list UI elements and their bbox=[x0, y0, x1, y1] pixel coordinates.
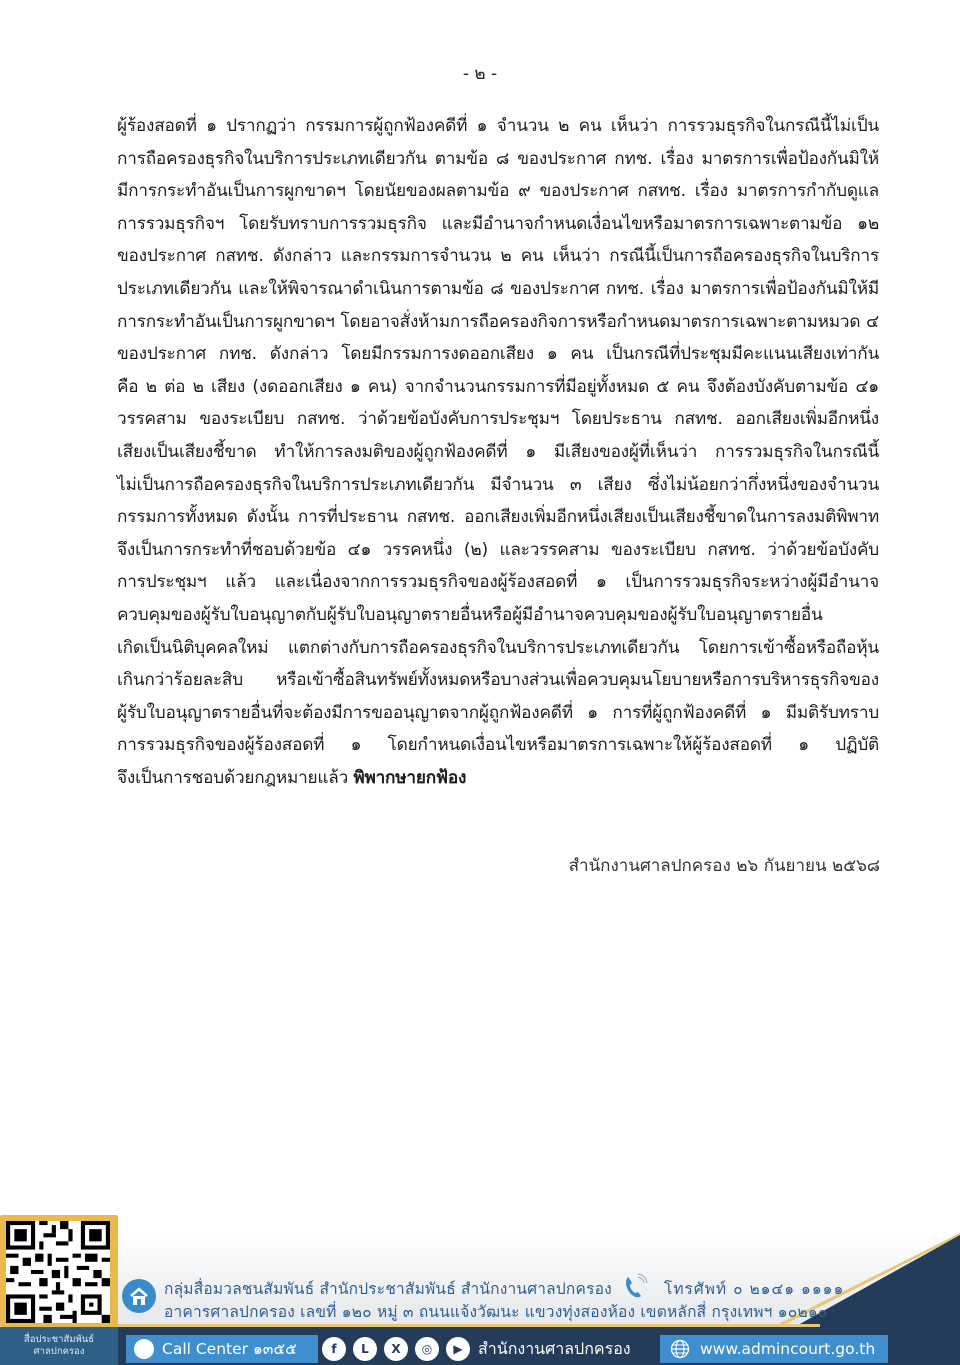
address-line-2: อาคารศาลปกครอง เลขที่ ๑๒๐ หมู่ ๓ ถนนแจ้งวัฒนะ แขวงทุ่งสองห้อง เขตหลักสี่ กรุงเทพฯ ๑๐๒๑๐ bbox=[164, 1303, 828, 1321]
signature-line: สำนักงานศาลปกครอง ๒๖ กันยายน ๒๕๖๘ bbox=[568, 856, 880, 876]
facebook-icon[interactable]: f bbox=[322, 1337, 346, 1361]
body-line: กรรมการทั้งหมด ดังนั้น การที่ประธาน กสทช. ออกเสียงเพิ่มอีกหนึ่งเสียงเป็นเสียงชี้ขาดในการลงมติพิพาท bbox=[117, 507, 879, 528]
home-icon bbox=[122, 1279, 156, 1313]
phone-number: โทรศัพท์ ๐ ๒๑๔๑ ๑๑๑๑ bbox=[664, 1280, 845, 1298]
address-line-1: กลุ่มสื่อมวลชนสัมพันธ์ สำนักประชาสัมพันธ์ สำนักงานศาลปกครอง bbox=[164, 1280, 612, 1298]
body-line: ของประกาศ กสทช. ดังกล่าว และกรรมการจำนวน ๒ คน เห็นว่า กรณีนี้เป็นการถือครองธุรกิจในบริการ bbox=[117, 246, 879, 267]
qr-caption-line2: ศาลปกครอง bbox=[33, 1346, 85, 1357]
qr-code-image bbox=[6, 1221, 110, 1323]
instagram-icon[interactable]: ◎ bbox=[415, 1337, 439, 1361]
x-icon[interactable]: X bbox=[384, 1337, 408, 1361]
qr-pattern-icon bbox=[6, 1221, 110, 1323]
social-links bbox=[322, 1337, 470, 1361]
body-line: มีการกระทำอันเป็นการผูกขาดฯ โดยนัยของผลตามข้อ ๙ ของประกาศ กสทช. เรื่อง มาตรการกำกับดูแล bbox=[117, 181, 879, 202]
youtube-icon[interactable]: ▶ bbox=[446, 1337, 470, 1361]
verdict-text: พิพากษายกฟ้อง bbox=[353, 767, 467, 788]
body-line: จึงเป็นการกระทำที่ชอบด้วยข้อ ๔๑ วรรคหนึ่ง (๒) และวรรคสาม ของระเบียบ กสทช. ว่าด้วยข้อบังคับ bbox=[117, 539, 879, 560]
house-glyph-icon bbox=[122, 1279, 156, 1313]
body-line: การประชุมฯ แล้ว และเนื่องจากการรวมธุรกิจของผู้ร้องสอดที่ ๑ เป็นการรวมธุรกิจระหว่างผู้มีอำนาจ bbox=[117, 572, 879, 593]
website-link[interactable] bbox=[660, 1335, 888, 1363]
body-line: คือ ๒ ต่อ ๒ เสียง (งดออกเสียง ๑ คน) จากจำนวนกรรมการที่มีอยู่ทั้งหมด ๕ คน จึงต้องบังคับตามข้อ ๔๑ bbox=[117, 376, 879, 397]
body-line: เสียงเป็นเสียงชี้ขาด ทำให้การลงมติของผู้ถูกฟ้องคดีที่ ๑ มีเสียงของผู้ที่เห็นว่า การรวมธุรกิจในกรณีนี้ bbox=[117, 441, 879, 462]
body-line: ผู้ร้องสอดที่ ๑ ปรากฏว่า กรรมการผู้ถูกฟ้องคดีที่ ๑ จำนวน ๒ คน เห็นว่า การรวมธุรกิจในกรณีนี้ไม่เป็น bbox=[117, 116, 879, 136]
globe-icon bbox=[670, 1339, 690, 1359]
phone-icon bbox=[620, 1271, 650, 1301]
office-name: สำนักงานศาลปกครอง bbox=[478, 1339, 631, 1358]
body-line: ไม่เป็นการถือครองธุรกิจในบริการประเภทเดียวกัน มีจำนวน ๓ เสียง ซึ่งไม่น้อยกว่ากึ่งหนึ่งของจำนวน bbox=[117, 474, 879, 495]
body-line: การรวมธุรกิจฯ โดยรับทราบการรวมธุรกิจ และมีอำนาจกำหนดเงื่อนไขหรือมาตรการเฉพาะตามข้อ ๑๒ bbox=[117, 213, 879, 234]
qr-caption-line1: สื่อประชาสัมพันธ์ bbox=[23, 1334, 95, 1345]
body-line: ผู้รับใบอนุญาตรายอื่นที่จะต้องมีการขออนุญาตจากผู้ถูกฟ้องคดีที่ ๑ การที่ผู้ถูกฟ้องคดีที่ ๑ มีมติรับทราบ bbox=[117, 702, 879, 723]
body-line: เกินกว่าร้อยละสิบ หรือเข้าซื้อสินทรัพย์ทั้งหมดหรือบางส่วนเพื่อควบคุมนโยบายหรือการบริหารธุรกิจของ bbox=[117, 670, 879, 691]
page-number: - ๒ - bbox=[462, 64, 498, 84]
line-icon[interactable]: L bbox=[353, 1337, 377, 1361]
body-line: การรวมธุรกิจของผู้ร้องสอดที่ ๑ โดยกำหนดเงื่อนไขหรือมาตรการเฉพาะให้ผู้ร้องสอดที่ ๑ ปฏิบัติ bbox=[117, 735, 879, 756]
phone-glyph-icon bbox=[620, 1271, 650, 1301]
qr-code[interactable] bbox=[0, 1215, 118, 1327]
call-bubble-icon bbox=[134, 1339, 154, 1359]
qr-caption bbox=[0, 1327, 118, 1365]
body-line: การถือครองธุรกิจในบริการประเภทเดียวกัน ตามข้อ ๘ ของประกาศ กทช. เรื่อง มาตรการเพื่อป้องกันมิให้ bbox=[117, 148, 879, 169]
body-line: เกิดเป็นนิติบุคคลใหม่ แตกต่างกับการถือครองธุรกิจในบริการประเภทเดียวกัน โดยการเข้าซื้อหรือถือหุ้น bbox=[117, 637, 879, 658]
body-line: ของประกาศ กทช. ดังกล่าว โดยมีกรรมการงดออกเสียง ๑ คน เป็นกรณีที่ประชุมมีคะแนนเสียงเท่ากัน bbox=[117, 344, 879, 365]
website-url: www.admincourt.go.th bbox=[700, 1340, 876, 1358]
body-line: ควบคุมของผู้รับใบอนุญาตกับผู้รับใบอนุญาตรายอื่นหรือผู้มีอำนาจควบคุมของผู้รับใบอนุญาตรายอื่น bbox=[117, 604, 823, 625]
body-line-final bbox=[117, 762, 879, 795]
body-line: วรรคสาม ของระเบียบ กสทช. ว่าด้วยข้อบังคับการประชุมฯ โดยประธาน กสทช. ออกเสียงเพิ่มอีกหนึ่ง bbox=[117, 409, 879, 430]
call-center-label: Call Center ๑๓๕๕ bbox=[162, 1340, 297, 1358]
body-line: การกระทำอันเป็นการผูกขาดฯ โดยอาจสั่งห้ามการถือครองกิจการหรือกำหนดมาตรการเฉพาะตามหมวด ๔ bbox=[117, 311, 879, 332]
footer-banner bbox=[0, 1215, 960, 1365]
call-center-badge[interactable] bbox=[126, 1335, 318, 1363]
final-line-text: จึงเป็นการชอบด้วยกฎหมายแล้ว bbox=[117, 767, 354, 788]
judgment-body bbox=[117, 110, 879, 794]
body-line: ประเภทเดียวกัน และให้พิจารณาดำเนินการตามข้อ ๘ ของประกาศ กทช. เรื่อง มาตรการเพื่อป้องกันมิให้มี bbox=[117, 278, 879, 299]
